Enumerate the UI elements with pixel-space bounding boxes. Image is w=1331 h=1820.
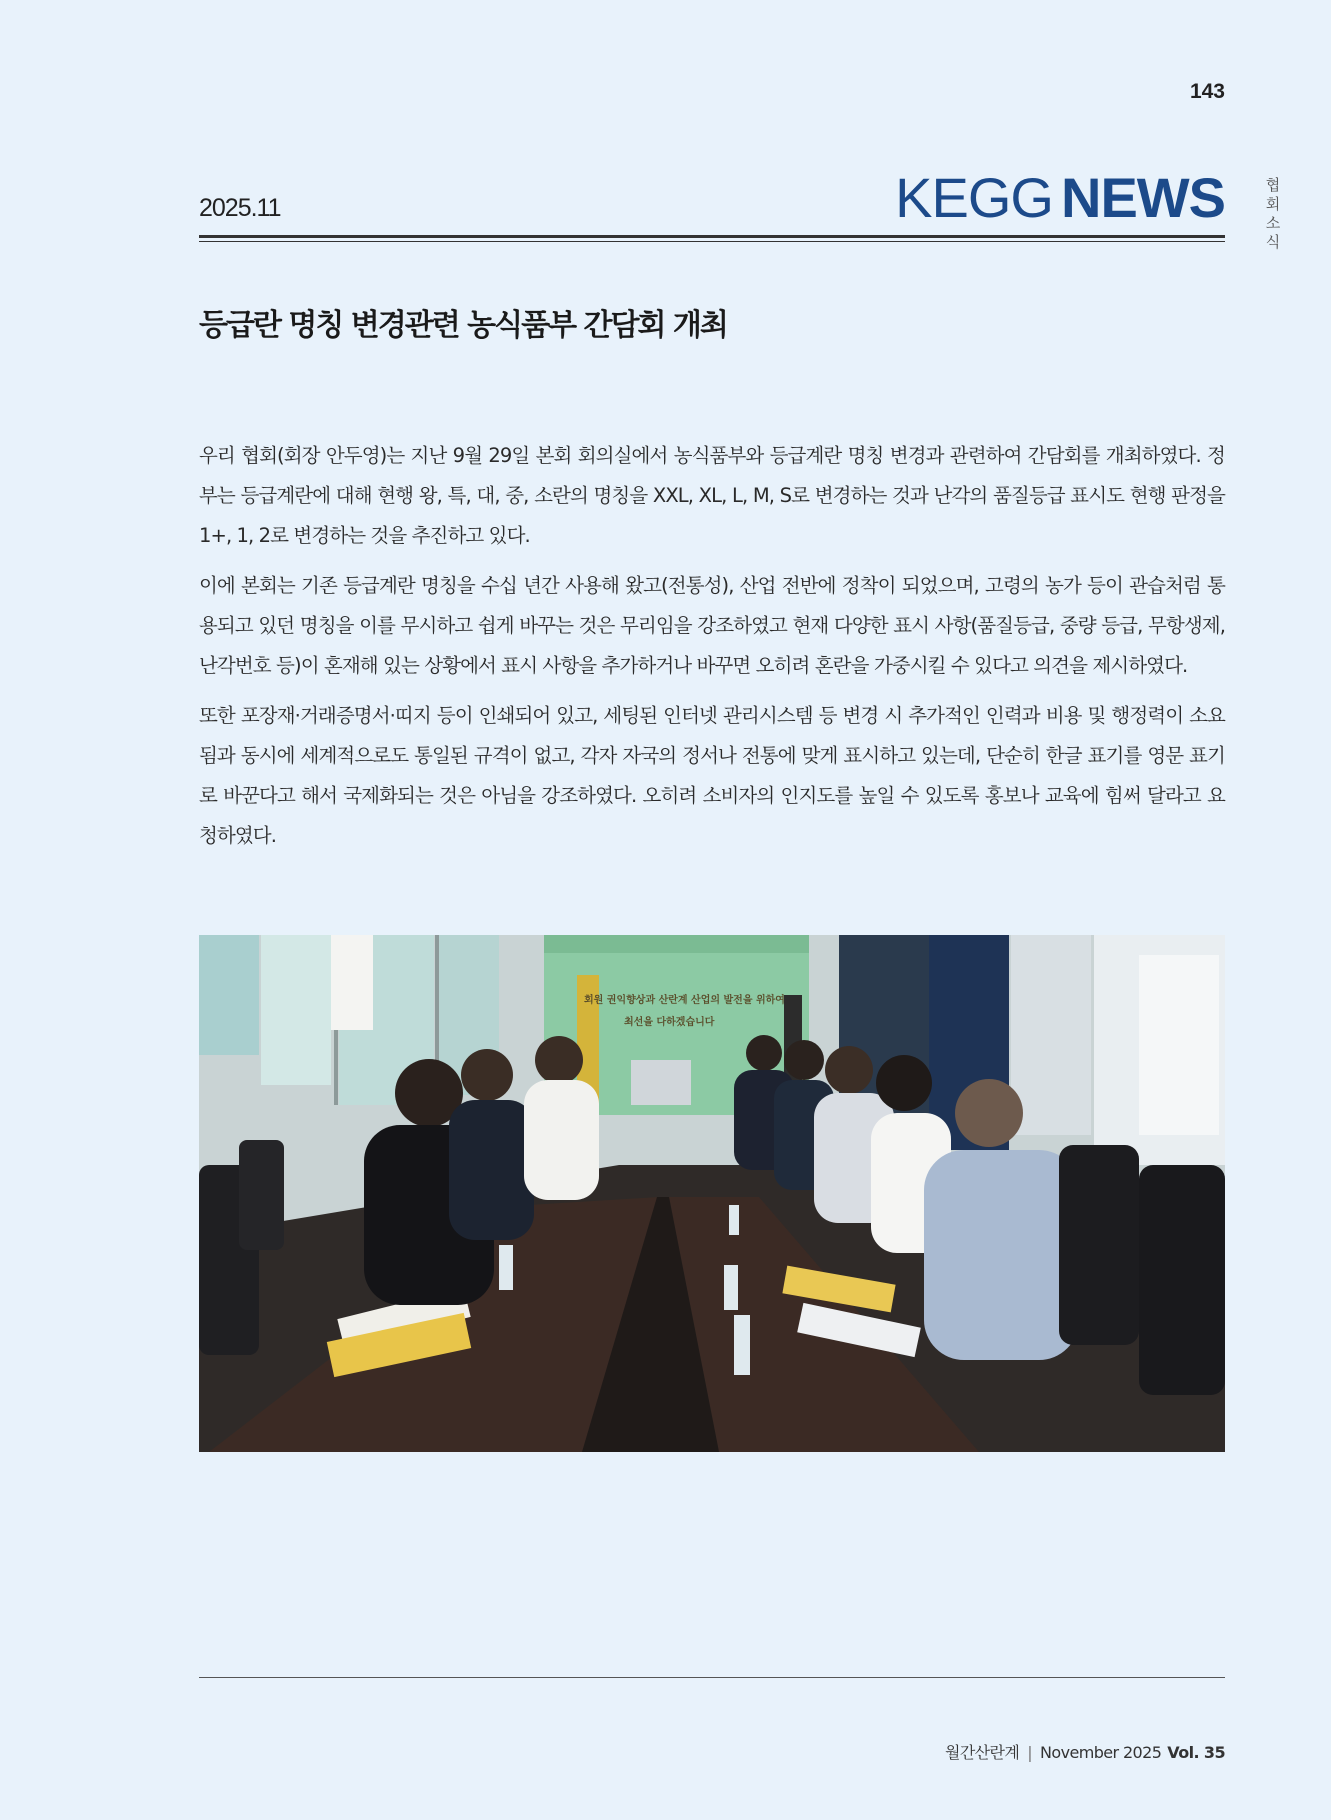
header-rule-thin bbox=[199, 241, 1225, 242]
brand-logo-news: NEWS bbox=[1061, 166, 1225, 229]
footer-rule bbox=[199, 1677, 1225, 1678]
article-paragraph: 이에 본회는 기존 등급계란 명칭을 수십 년간 사용해 왔고(전통성), 산업 전반에 정착이 되었으며, 고령의 농가 등이 관습처럼 통용되고 있던 명칭을 이를 무시하고 쉽게 바꾸는 것은 무리임을 강조하였고 현재 다양한 표시 사항(품질등급, 중량 등급, 무항생제, 난각번호 등)이 혼재해 있는 상황에서 표시 사항을 추가하거나 바꾸면 오히려 혼란을 가중시킬 수 있다고 의견을 제시하였다. bbox=[199, 574, 1225, 677]
article-title: 등급란 명칭 변경관련 농식품부 간담회 개최 bbox=[199, 308, 727, 343]
banner-text-line1: 회원 권익향상과 산란계 산업의 발전을 위하여 bbox=[584, 995, 785, 1006]
footer-volume: Vol. 35 bbox=[1167, 1743, 1225, 1762]
article-paragraph: 또한 포장재·거래증명서·띠지 등이 인쇄되어 있고, 세팅된 인터넷 관리시스템 등 변경 시 추가적인 인력과 비용 및 행정력이 소요됨과 동시에 세계적으로도 통일된 규격이 없고, 각자 자국의 정서나 전통에 맞게 표시하고 있는데, 단순히 한글 표기를 영문 표기로 바꾼다고 해서 국제화되는 것은 아님을 강조하였다. 오히려 소비자의 인지도를 높일 수 있도록 홍보나 교육에 힘써 달라고 요청하였다. bbox=[199, 704, 1225, 847]
footer-month: November 2025 bbox=[1040, 1743, 1162, 1762]
wall-calendar bbox=[331, 935, 373, 1030]
section-tab: 협회 소식 bbox=[1265, 176, 1281, 251]
meeting-photo bbox=[199, 935, 1225, 1452]
footer-separator: | bbox=[1027, 1743, 1033, 1762]
page-number: 143 bbox=[1189, 80, 1225, 103]
footer-publication: 월간산란계 bbox=[944, 1743, 1020, 1762]
article-body bbox=[199, 436, 1225, 866]
brand-logo bbox=[895, 166, 1225, 230]
page-footer bbox=[945, 1740, 1225, 1763]
banner-text-line2: 최선을 다하겠습니다 bbox=[624, 1017, 715, 1028]
brand-logo-kegg: KEGG bbox=[895, 166, 1053, 229]
header-rule bbox=[199, 235, 1225, 238]
article-paragraph: 우리 협회(회장 안두영)는 지난 9월 29일 본회 회의실에서 농식품부와 등급계란 명칭 변경과 관련하여 간담회를 개최하였다. 정부는 등급계란에 대해 현행 왕, 특, 대, 중, 소란의 명칭을 XXL, XL, L, M, S로 변경하는 것과 난각의 품질등급 표시도 현행 판정을 1+, 1, 2로 변경하는 것을 추진하고 있다. bbox=[199, 444, 1225, 547]
issue-date: 2025.11 bbox=[199, 194, 281, 222]
